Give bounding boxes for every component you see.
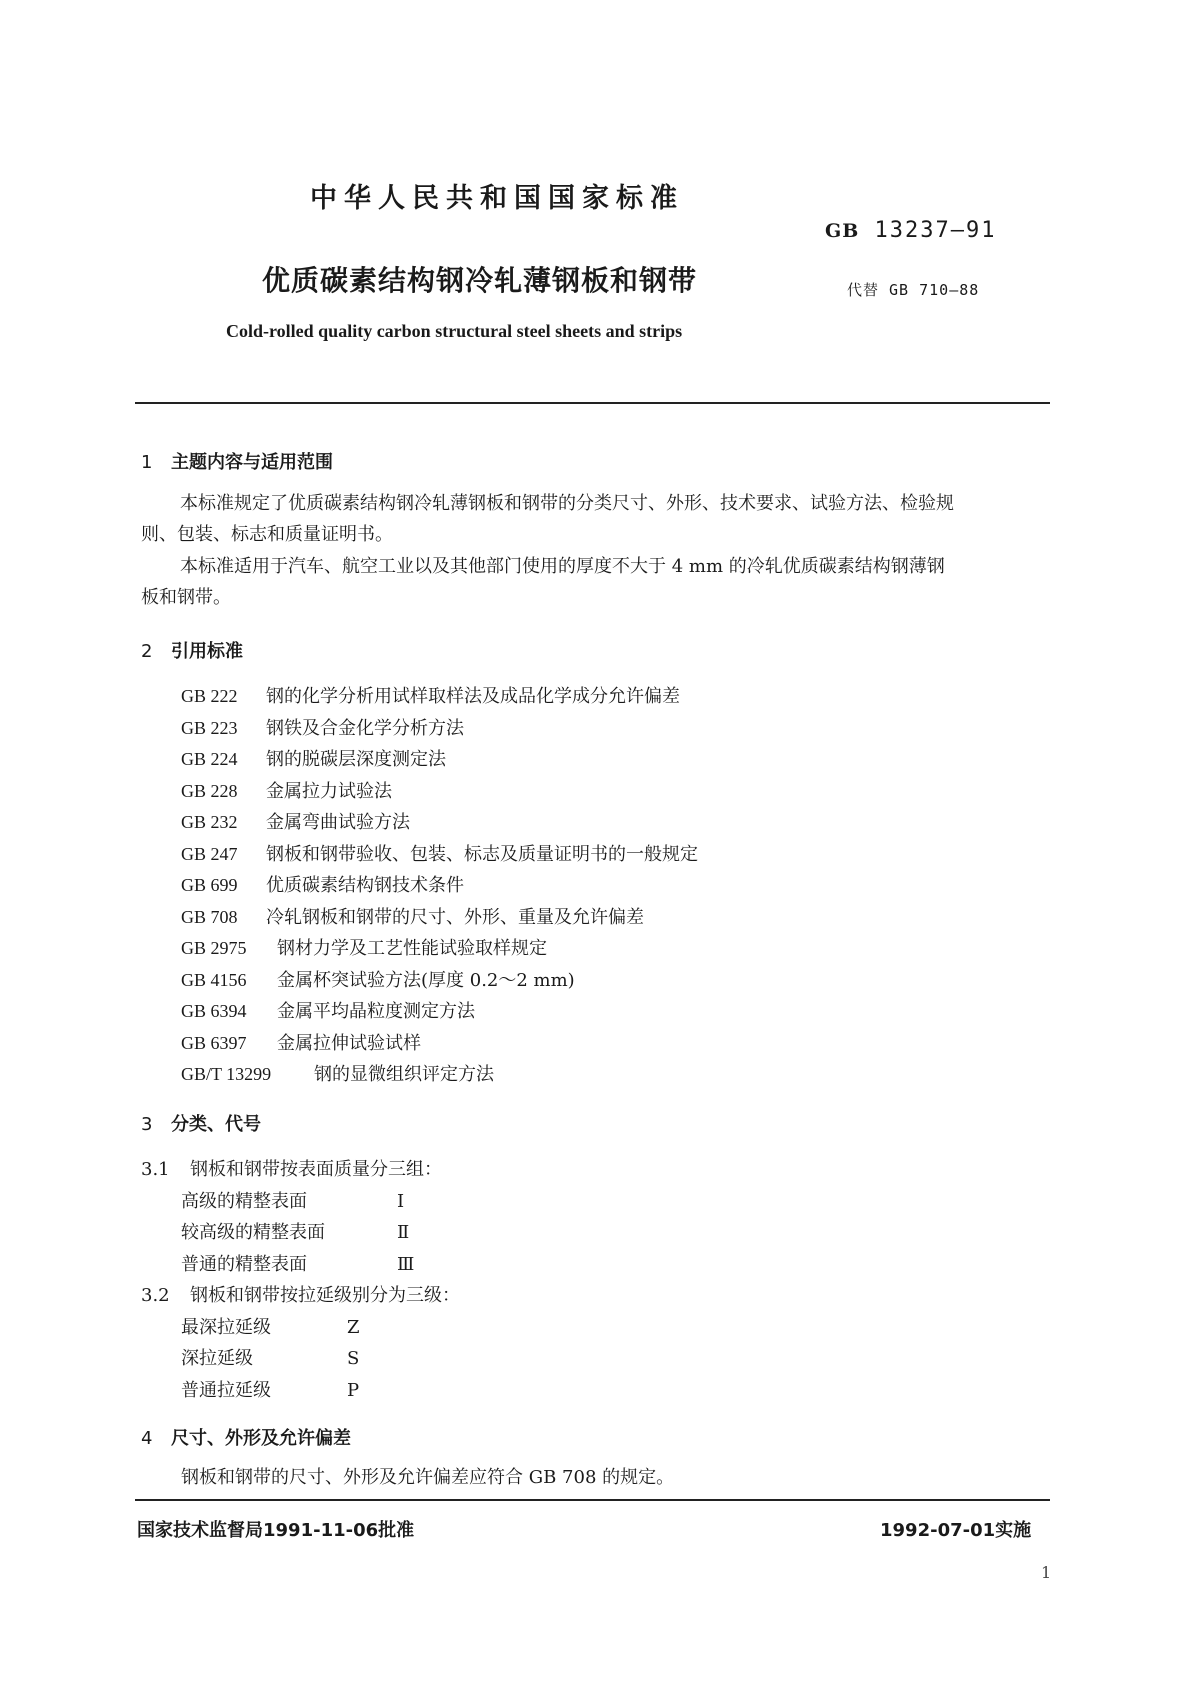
reference-item — [181, 966, 575, 992]
section-3-heading — [141, 1110, 261, 1136]
reference-title: 钢材力学及工艺性能试验取样规定 — [277, 938, 547, 959]
reference-code: GB 6397 — [181, 1033, 247, 1053]
reference-code: GB 247 — [181, 844, 238, 864]
section-1-heading — [141, 448, 333, 474]
section-2-heading — [141, 637, 243, 663]
effective-date: 1992-07-01实施 — [880, 1520, 1032, 1541]
approval-date: 国家技术监督局1991-11-06批准 — [137, 1520, 415, 1541]
reference-item — [181, 808, 410, 834]
section-number: 1 — [141, 452, 153, 473]
reference-item — [181, 840, 698, 866]
classification-label: 普通的精整表面 — [181, 1254, 307, 1275]
subsection-number: 3.2 — [141, 1285, 170, 1306]
reference-item — [181, 1029, 421, 1055]
document-title: 优质碳素结构钢冷轧薄钢板和钢带 — [262, 264, 698, 297]
reference-title: 钢的脱碳层深度测定法 — [266, 749, 446, 770]
page-number: 1 — [1041, 1563, 1052, 1582]
header-divider — [135, 402, 1050, 404]
reference-item — [181, 997, 475, 1023]
classification-item — [181, 1344, 359, 1370]
section-title: 主题内容与适用范围 — [171, 452, 333, 473]
reference-item — [181, 777, 392, 803]
reference-item — [181, 934, 547, 960]
reference-item — [181, 1060, 494, 1086]
classification-code: S — [347, 1348, 360, 1369]
reference-code: GB 223 — [181, 718, 238, 738]
classification-item — [181, 1218, 409, 1244]
classification-code: Ⅰ — [397, 1191, 405, 1212]
classification-item — [181, 1187, 404, 1213]
paragraph-line: 本标准适用于汽车、航空工业以及其他部门使用的厚度不大于 4 mm 的冷轧优质碳素结构钢薄钢 — [180, 556, 945, 577]
reference-item — [181, 871, 464, 897]
classification-code: Z — [347, 1317, 360, 1338]
classification-code: P — [347, 1380, 360, 1401]
reference-title: 钢的化学分析用试样取样法及成品化学成分允许偏差 — [266, 686, 680, 707]
reference-code: GB 708 — [181, 907, 238, 927]
section-4-heading — [141, 1424, 351, 1450]
gb-number-value: 13237—91 — [874, 218, 997, 243]
standard-title: 中华人民共和国国家标准 — [310, 183, 684, 214]
reference-title: 钢的显微组织评定方法 — [314, 1064, 494, 1085]
classification-item — [181, 1376, 359, 1402]
subsection-text: 钢板和钢带按表面质量分三组： — [190, 1159, 442, 1180]
classification-label: 较高级的精整表面 — [181, 1222, 325, 1243]
reference-title: 金属拉力试验法 — [266, 781, 392, 802]
reference-code: GB 228 — [181, 781, 238, 801]
reference-title: 优质碳素结构钢技术条件 — [266, 875, 464, 896]
footer-divider — [135, 1499, 1050, 1501]
subsection-text: 钢板和钢带按拉延级别分为三级： — [190, 1285, 460, 1306]
classification-item — [181, 1250, 414, 1276]
reference-item — [181, 682, 680, 708]
section-number: 2 — [141, 641, 153, 662]
standard-number — [825, 218, 997, 243]
classification-label: 普通拉延级 — [181, 1380, 271, 1401]
reference-title: 金属弯曲试验方法 — [266, 812, 410, 833]
subsection-number: 3.1 — [141, 1159, 170, 1180]
reference-code: GB 2975 — [181, 938, 247, 958]
reference-title: 金属杯突试验方法(厚度 0.2～2 mm) — [277, 970, 575, 991]
replaces-standard: 代替 GB 710—88 — [847, 281, 980, 299]
paragraph-line: 本标准规定了优质碳素结构钢冷轧薄钢板和钢带的分类尺寸、外形、技术要求、试验方法、检验规 — [180, 493, 954, 514]
classification-label: 高级的精整表面 — [181, 1191, 307, 1212]
section-title: 引用标准 — [171, 641, 243, 662]
english-title: Cold-rolled quality carbon structural steel sheets and strips — [226, 321, 683, 341]
reference-code: GB/T 13299 — [181, 1064, 272, 1084]
reference-code: GB 699 — [181, 875, 238, 895]
reference-item — [181, 745, 446, 771]
paragraph-line: 钢板和钢带的尺寸、外形及允许偏差应符合 GB 708 的规定。 — [181, 1467, 675, 1488]
section-title: 尺寸、外形及允许偏差 — [171, 1428, 351, 1449]
subsection-3-2 — [141, 1281, 460, 1307]
reference-title: 金属拉伸试验试样 — [277, 1033, 421, 1054]
reference-item — [181, 714, 464, 740]
reference-code: GB 224 — [181, 749, 238, 769]
classification-item — [181, 1313, 360, 1339]
section-number: 3 — [141, 1114, 153, 1135]
gb-prefix: GB — [825, 220, 860, 242]
paragraph-line: 板和钢带。 — [141, 587, 231, 608]
reference-item — [181, 903, 644, 929]
reference-title: 钢板和钢带验收、包装、标志及质量证明书的一般规定 — [266, 844, 698, 865]
paragraph-line: 则、包装、标志和质量证明书。 — [141, 524, 393, 545]
classification-label: 最深拉延级 — [181, 1317, 271, 1338]
classification-code: Ⅱ — [397, 1222, 410, 1243]
reference-title: 金属平均晶粒度测定方法 — [277, 1001, 475, 1022]
reference-code: GB 6394 — [181, 1001, 247, 1021]
classification-code: Ⅲ — [397, 1254, 415, 1275]
classification-label: 深拉延级 — [181, 1348, 253, 1369]
reference-code: GB 232 — [181, 812, 238, 832]
section-number: 4 — [141, 1428, 153, 1449]
reference-code: GB 222 — [181, 686, 238, 706]
section-title: 分类、代号 — [171, 1114, 261, 1135]
reference-title: 钢铁及合金化学分析方法 — [266, 718, 464, 739]
reference-title: 冷轧钢板和钢带的尺寸、外形、重量及允许偏差 — [266, 907, 644, 928]
subsection-3-1 — [141, 1155, 442, 1181]
reference-code: GB 4156 — [181, 970, 247, 990]
